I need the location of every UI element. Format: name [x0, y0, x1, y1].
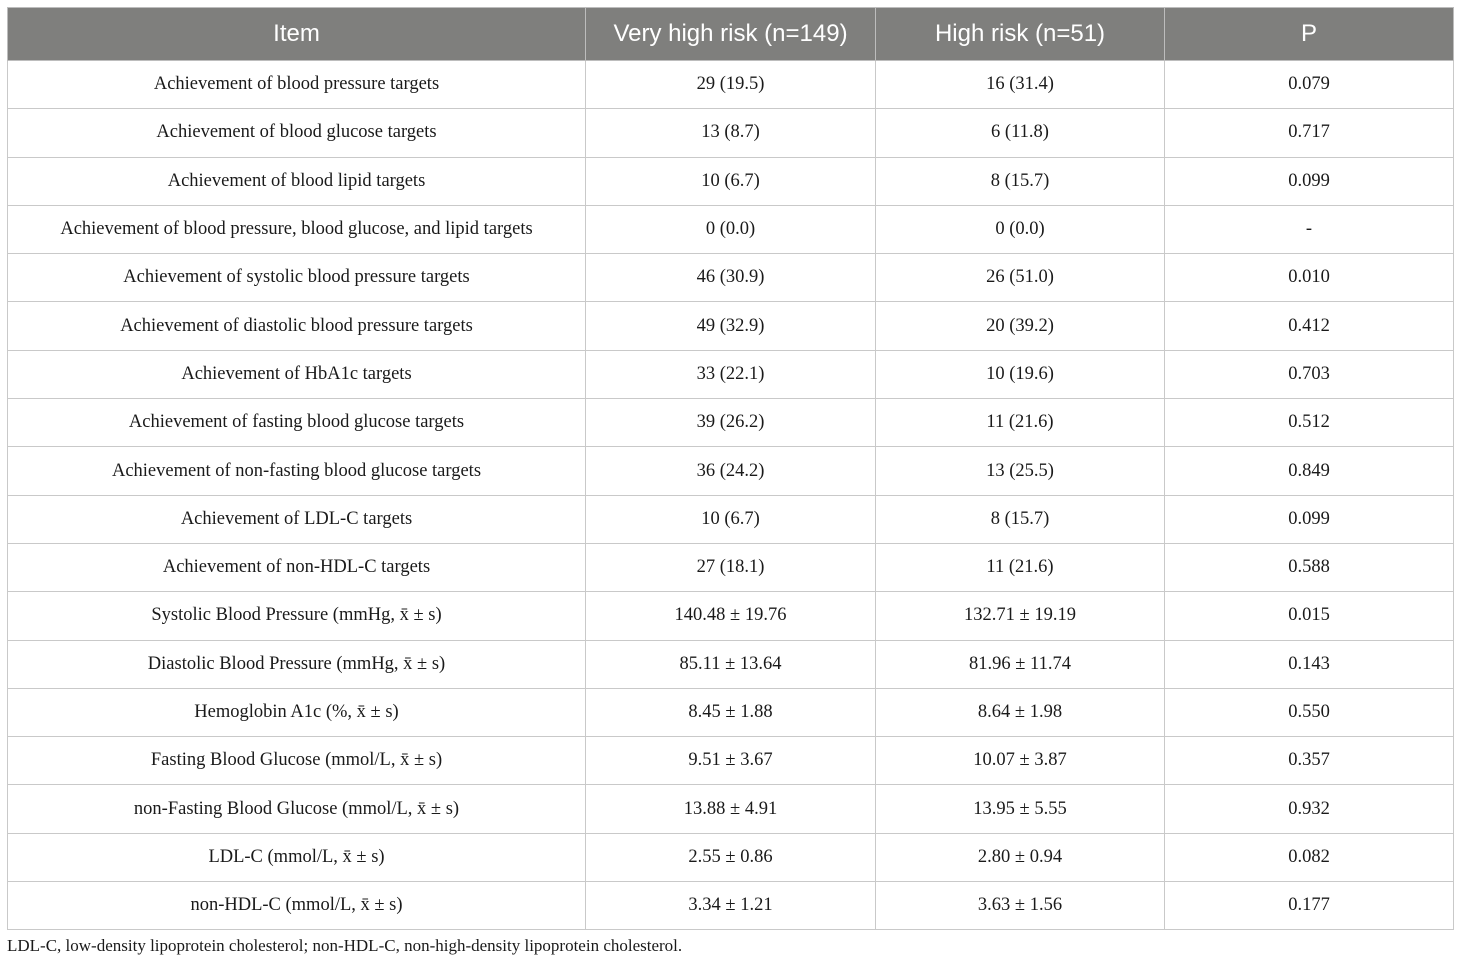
cell-high-risk: 20 (39.2) — [876, 302, 1165, 350]
table-row — [8, 785, 1454, 833]
cell-high-risk: 0 (0.0) — [876, 205, 1165, 253]
header-item: Item — [8, 8, 586, 61]
cell-item: Achievement of blood glucose targets — [8, 109, 586, 157]
table-row — [8, 302, 1454, 350]
cell-item: Achievement of blood pressure, blood glucose, and lipid targets — [8, 205, 586, 253]
cell-item: non-HDL-C (mmol/L, x̄ ± s) — [8, 882, 586, 930]
table-row — [8, 350, 1454, 398]
cell-item: Achievement of HbA1c targets — [8, 350, 586, 398]
cell-item: Achievement of LDL-C targets — [8, 495, 586, 543]
cell-p-value: 0.703 — [1165, 350, 1454, 398]
cell-p-value: 0.512 — [1165, 399, 1454, 447]
cell-very-high-risk: 49 (32.9) — [586, 302, 876, 350]
cell-item: Achievement of blood lipid targets — [8, 157, 586, 205]
cell-high-risk: 10 (19.6) — [876, 350, 1165, 398]
cell-very-high-risk: 33 (22.1) — [586, 350, 876, 398]
cell-item: Diastolic Blood Pressure (mmHg, x̄ ± s) — [8, 640, 586, 688]
cell-item: Achievement of systolic blood pressure targets — [8, 254, 586, 302]
table-row — [8, 109, 1454, 157]
cell-very-high-risk: 140.48 ± 19.76 — [586, 592, 876, 640]
cell-p-value: 0.412 — [1165, 302, 1454, 350]
cell-item: Achievement of non-fasting blood glucose targets — [8, 447, 586, 495]
cell-very-high-risk: 2.55 ± 0.86 — [586, 833, 876, 881]
cell-high-risk: 13 (25.5) — [876, 447, 1165, 495]
cell-very-high-risk: 13 (8.7) — [586, 109, 876, 157]
table-row — [8, 543, 1454, 591]
cell-item: Hemoglobin A1c (%, x̄ ± s) — [8, 688, 586, 736]
table-body — [8, 61, 1454, 930]
table-row — [8, 737, 1454, 785]
table-row — [8, 399, 1454, 447]
cell-item: non-Fasting Blood Glucose (mmol/L, x̄ ± s) — [8, 785, 586, 833]
cell-p-value: 0.717 — [1165, 109, 1454, 157]
cell-p-value: 0.177 — [1165, 882, 1454, 930]
cell-very-high-risk: 8.45 ± 1.88 — [586, 688, 876, 736]
table-row — [8, 254, 1454, 302]
cell-p-value: 0.932 — [1165, 785, 1454, 833]
table-row — [8, 61, 1454, 109]
cell-high-risk: 8 (15.7) — [876, 157, 1165, 205]
cell-very-high-risk: 85.11 ± 13.64 — [586, 640, 876, 688]
cell-p-value: 0.550 — [1165, 688, 1454, 736]
cell-p-value: 0.079 — [1165, 61, 1454, 109]
cell-p-value: 0.099 — [1165, 157, 1454, 205]
cell-p-value: 0.082 — [1165, 833, 1454, 881]
cell-item: Fasting Blood Glucose (mmol/L, x̄ ± s) — [8, 737, 586, 785]
results-table — [7, 7, 1454, 930]
cell-very-high-risk: 29 (19.5) — [586, 61, 876, 109]
header-high-risk: High risk (n=51) — [876, 8, 1165, 61]
cell-item: LDL-C (mmol/L, x̄ ± s) — [8, 833, 586, 881]
cell-high-risk: 2.80 ± 0.94 — [876, 833, 1165, 881]
cell-very-high-risk: 3.34 ± 1.21 — [586, 882, 876, 930]
table-row — [8, 833, 1454, 881]
table-footnote: LDL-C, low-density lipoprotein cholesterol; non-HDL-C, non-high-density lipoprotein cholesterol. — [7, 936, 683, 955]
cell-p-value: 0.015 — [1165, 592, 1454, 640]
cell-p-value: 0.849 — [1165, 447, 1454, 495]
cell-high-risk: 8 (15.7) — [876, 495, 1165, 543]
cell-high-risk: 10.07 ± 3.87 — [876, 737, 1165, 785]
cell-item: Achievement of fasting blood glucose targets — [8, 399, 586, 447]
table-row — [8, 447, 1454, 495]
cell-p-value: 0.010 — [1165, 254, 1454, 302]
cell-high-risk: 81.96 ± 11.74 — [876, 640, 1165, 688]
cell-very-high-risk: 36 (24.2) — [586, 447, 876, 495]
table-row — [8, 688, 1454, 736]
cell-very-high-risk: 13.88 ± 4.91 — [586, 785, 876, 833]
cell-item: Achievement of non-HDL-C targets — [8, 543, 586, 591]
cell-item: Achievement of blood pressure targets — [8, 61, 586, 109]
table-row — [8, 592, 1454, 640]
cell-high-risk: 132.71 ± 19.19 — [876, 592, 1165, 640]
cell-p-value: - — [1165, 205, 1454, 253]
cell-item: Achievement of diastolic blood pressure targets — [8, 302, 586, 350]
cell-p-value: 0.099 — [1165, 495, 1454, 543]
table-row — [8, 157, 1454, 205]
table-row — [8, 640, 1454, 688]
table-row — [8, 882, 1454, 930]
cell-high-risk: 11 (21.6) — [876, 543, 1165, 591]
table-row — [8, 495, 1454, 543]
header-p-value: P — [1165, 8, 1454, 61]
table-row — [8, 205, 1454, 253]
cell-very-high-risk: 10 (6.7) — [586, 495, 876, 543]
header-very-high-risk: Very high risk (n=149) — [586, 8, 876, 61]
cell-high-risk: 13.95 ± 5.55 — [876, 785, 1165, 833]
cell-high-risk: 26 (51.0) — [876, 254, 1165, 302]
table-header-row — [8, 8, 1454, 61]
cell-p-value: 0.143 — [1165, 640, 1454, 688]
cell-very-high-risk: 39 (26.2) — [586, 399, 876, 447]
data-table-container — [7, 7, 1453, 930]
cell-high-risk: 3.63 ± 1.56 — [876, 882, 1165, 930]
cell-item: Systolic Blood Pressure (mmHg, x̄ ± s) — [8, 592, 586, 640]
cell-very-high-risk: 46 (30.9) — [586, 254, 876, 302]
cell-very-high-risk: 10 (6.7) — [586, 157, 876, 205]
cell-high-risk: 8.64 ± 1.98 — [876, 688, 1165, 736]
cell-high-risk: 16 (31.4) — [876, 61, 1165, 109]
cell-very-high-risk: 0 (0.0) — [586, 205, 876, 253]
cell-p-value: 0.357 — [1165, 737, 1454, 785]
cell-high-risk: 11 (21.6) — [876, 399, 1165, 447]
cell-very-high-risk: 9.51 ± 3.67 — [586, 737, 876, 785]
cell-high-risk: 6 (11.8) — [876, 109, 1165, 157]
cell-very-high-risk: 27 (18.1) — [586, 543, 876, 591]
cell-p-value: 0.588 — [1165, 543, 1454, 591]
